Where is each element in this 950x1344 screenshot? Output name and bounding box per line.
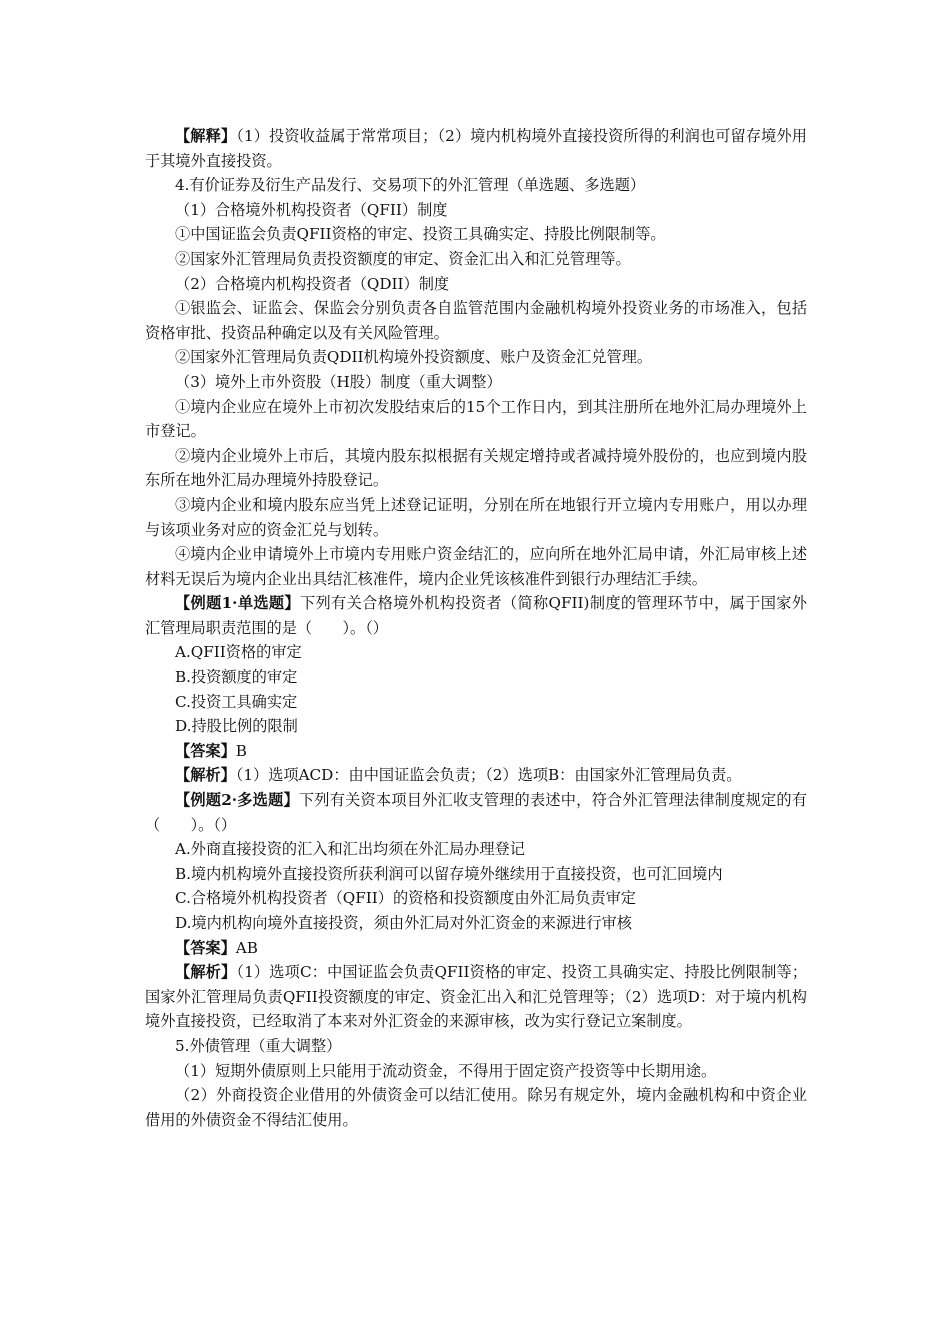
option-b: B.境内机构境外直接投资所获利润可以留存境外继续用于直接投资，也可汇回境内 <box>175 864 723 883</box>
subsection-h-shares: （3）境外上市外资股（H股）制度（重大调整） <box>175 372 502 391</box>
example-question-2 <box>145 788 807 837</box>
document-body <box>145 124 807 1132</box>
option-b: B.投资额度的审定 <box>175 668 298 687</box>
question-text: 下列有关资本项目外汇收支管理的表述中，符合外汇管理法律制度规定的有（ ）。（） <box>145 791 808 834</box>
example-tag: 【例题2·多选题】 <box>175 791 299 810</box>
list-item: ②境内企业境外上市后，其境内股东拟根据有关规定增持或者减持境外股份的，也应到境内股东所在地外汇局办理境外持股登记。 <box>145 446 807 490</box>
list-item: ②国家外汇管理局负责投资额度的审定、资金汇出入和汇兑管理等。 <box>175 249 631 268</box>
analysis-text: （1）选项C：中国证监会负责QFII资格的审定、投资工具确实定、持股比例限制等；国家外汇管理局负责QFII投资额度的审定、资金汇出入和汇兑管理等；（2）选项D：对于境内机构境外直接投资，已经取消了本来对外汇资金的来源审核，改为实行登记立案制度。 <box>145 963 808 1031</box>
section-heading-foreign-debt: 5.外债管理（重大调整） <box>175 1036 342 1055</box>
paragraph-text: （1）投资收益属于常常项目；（2）境内机构境外直接投资所得的利润也可留存境外用于其境外直接投资。 <box>145 127 807 170</box>
subsection-qfii: （1）合格境外机构投资者（QFII）制度 <box>175 200 448 219</box>
option-a: A.外商直接投资的汇入和汇出均须在外汇局办理登记 <box>175 840 525 859</box>
answer-tag: 【答案】 <box>175 741 236 760</box>
answer-text: AB <box>235 938 258 957</box>
option-c: C.合格境外机构投资者（QFII）的资格和投资额度由外汇局负责审定 <box>175 889 636 908</box>
list-item: ①境内企业应在境外上市初次发股结束后的15个工作日内，到其注册所在地外汇局办理境外上市登记。 <box>145 397 807 441</box>
list-item: ①中国证监会负责QFII资格的审定、投资工具确实定、持股比例限制等。 <box>175 225 666 244</box>
list-item: ③境内企业和境内股东应当凭上述登记证明，分别在所在地银行开立境内专用账户，用以办理与该项业务对应的资金汇兑与划转。 <box>145 495 807 539</box>
option-d: D.持股比例的限制 <box>175 717 298 736</box>
option-d: D.境内机构向境外直接投资，须由外汇局对外汇资金的来源进行审核 <box>175 914 632 932</box>
analysis-2 <box>145 960 807 1034</box>
question-text: 下列有关合格境外机构投资者（简称QFII)制度的管理环节中，属于国家外汇管理局职责范围的是（ ）。（） <box>145 594 807 637</box>
explanation-paragraph <box>145 124 807 173</box>
example-question-1 <box>145 591 807 640</box>
answer-2 <box>145 936 807 961</box>
analysis-tag: 【解析】 <box>175 766 236 785</box>
explanation-tag: 【解释】 <box>175 127 237 145</box>
option-c: C.投资工具确实定 <box>175 692 298 711</box>
answer-1 <box>145 739 807 764</box>
analysis-tag: 【解析】 <box>175 963 237 982</box>
subsection-qdii: （2）合格境内机构投资者（QDII）制度 <box>175 274 450 293</box>
list-item: ②国家外汇管理局负责QDII机构境外投资额度、账户及资金汇兑管理。 <box>175 348 653 367</box>
list-item: ①银监会、证监会、保监会分别负责各自监管范围内金融机构境外投资业务的市场准入，包括资格审批、投资品种确定以及有关风险管理。 <box>145 299 807 342</box>
analysis-text: （1）选项ACD：由中国证监会负责；（2）选项B：由国家外汇管理局负责。 <box>235 766 742 785</box>
example-tag: 【例题1·单选题】 <box>175 594 300 613</box>
list-item: （2）外商投资企业借用的外债资金可以结汇使用。除另有规定外，境内金融机构和中资企业借用的外债资金不得结汇使用。 <box>145 1086 807 1129</box>
list-item: （1）短期外债原则上只能用于流动资金，不得用于固定资产投资等中长期用途。 <box>175 1061 717 1080</box>
answer-text: B <box>235 741 247 760</box>
option-a: A.QFII资格的审定 <box>175 643 302 662</box>
answer-tag: 【答案】 <box>175 938 236 957</box>
analysis-1 <box>145 763 807 788</box>
list-item: ④境内企业申请境外上市境内专用账户资金结汇的，应向所在地外汇局申请，外汇局审核上述材料无误后为境内企业出具结汇核准件，境内企业凭该核准件到银行办理结汇手续。 <box>145 545 807 588</box>
section-heading-securities: 4.有价证券及衍生产品发行、交易项下的外汇管理（单选题、多选题） <box>175 176 646 195</box>
